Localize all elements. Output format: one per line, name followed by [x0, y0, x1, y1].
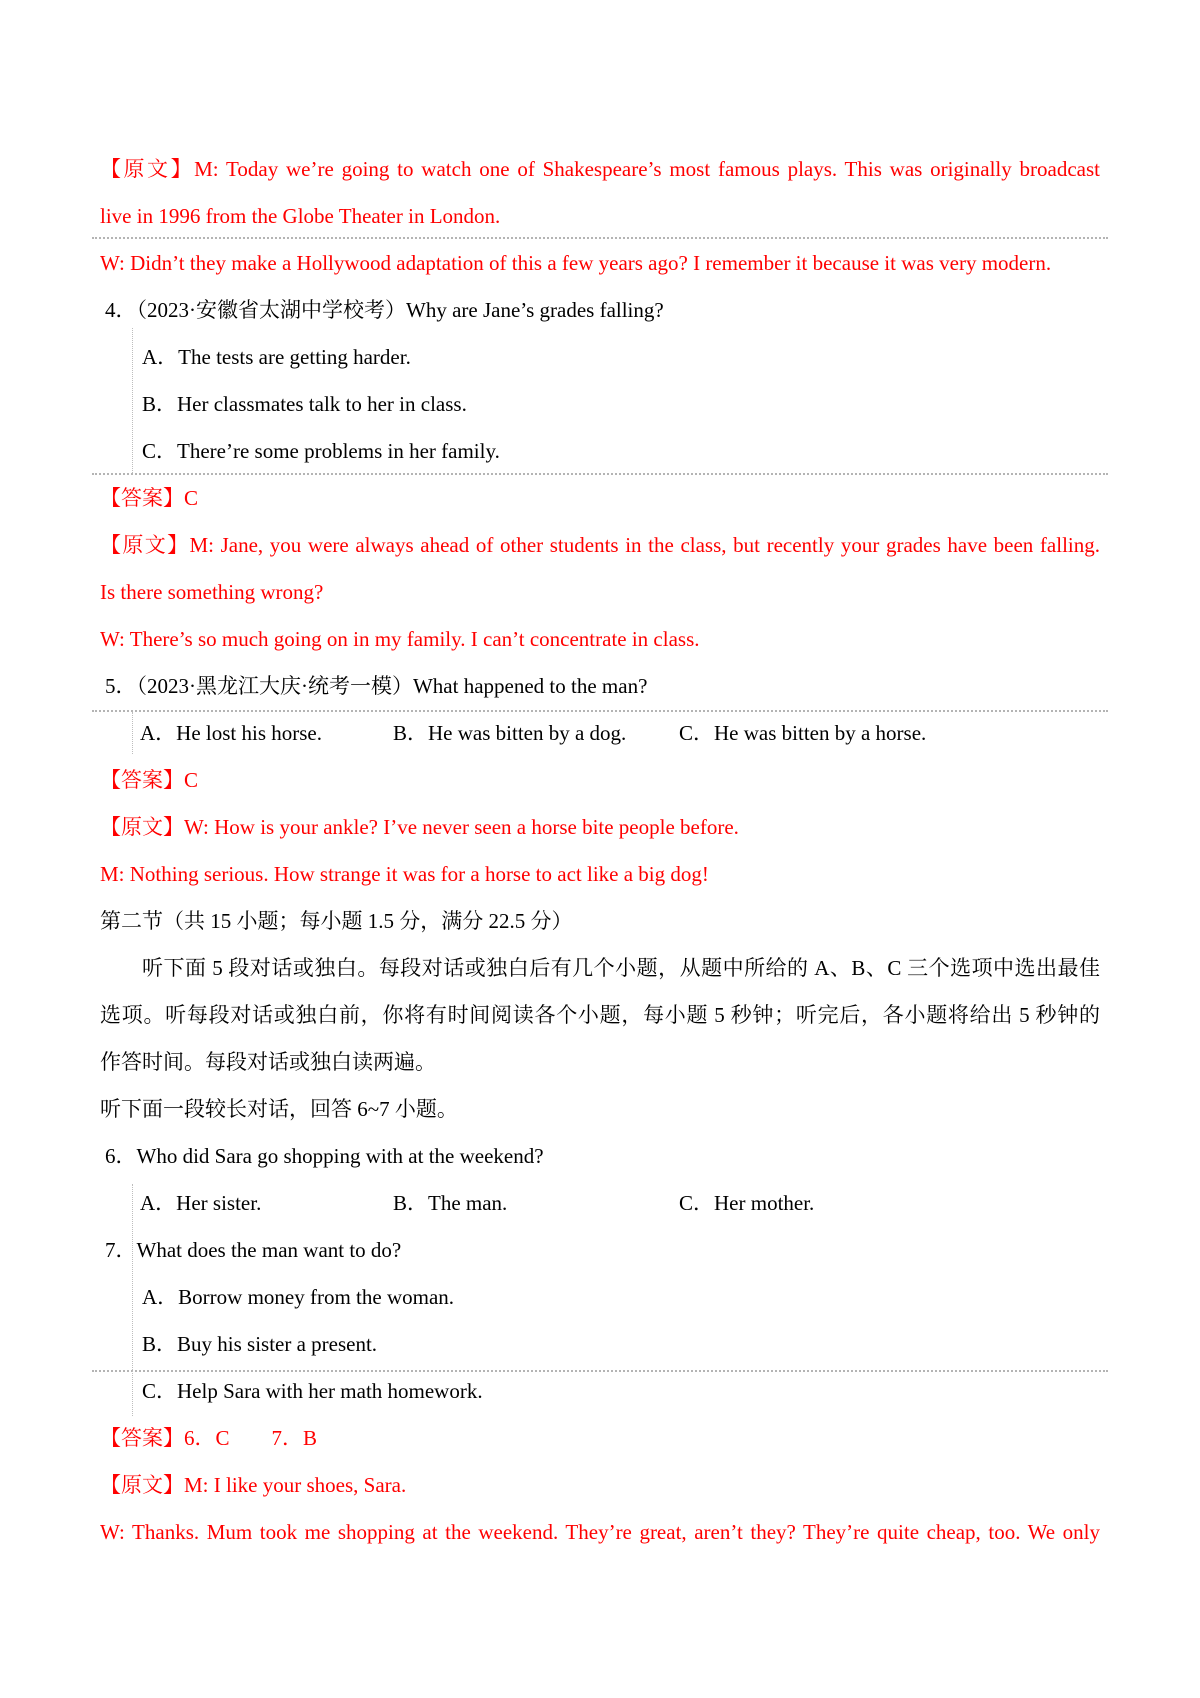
- transcript-q67-m: 【原文】M: I like your shoes, Sara.: [100, 1473, 407, 1497]
- question-5-option-a: A．He lost his horse.: [140, 721, 322, 745]
- dotted-divider-4: [92, 1370, 1108, 1372]
- dotted-vertical-mark-q5: [132, 712, 133, 754]
- dotted-vertical-mark-q6-q7: [132, 1184, 133, 1416]
- question-5: 5．（2023·黑龙江大庆·统考一模）What happened to the man?: [105, 674, 648, 698]
- question-4-option-c: C．There’re some problems in her family.: [142, 439, 500, 463]
- question-5-option-b: B．He was bitten by a dog.: [393, 721, 627, 745]
- transcript-q5-w: 【原文】W: How is your ankle? I’ve never seen a horse bite people before.: [100, 815, 739, 839]
- question-4: 4．（2023·安徽省太湖中学校考）Why are Jane’s grades falling?: [105, 298, 664, 322]
- transcript-line-shakespeare-w: W: Didn’t they make a Hollywood adaptation of this a few years ago? I remember it because it was very modern.: [100, 251, 1052, 275]
- question-6-options: [100, 1180, 1100, 1227]
- dotted-divider-2: [92, 473, 1108, 475]
- answer-5: 【答案】C: [100, 768, 199, 792]
- transcript-line-shakespeare-m-1: 【原文】M: Today we’re going to watch one of Shakespeare’s most famous plays. This was originally broadcast: [100, 157, 1100, 181]
- question-7-option-b: B．Buy his sister a present.: [142, 1332, 378, 1356]
- question-5-option-c: C．He was bitten by a horse.: [679, 721, 927, 745]
- transcript-line-shakespeare-m-2: live in 1996 from the Globe Theater in London.: [100, 204, 501, 228]
- dotted-vertical-mark-q4: [132, 328, 133, 473]
- question-4-option-a: A．The tests are getting harder.: [142, 345, 411, 369]
- answer-6-7: 【答案】6．C 7．B: [100, 1426, 318, 1450]
- section-2-instruction-2: 选项。听每段对话或独白前，你将有时间阅读各个小题，每小题 5 秒钟；听完后，各小题将给出 5 秒钟的: [100, 1003, 1100, 1027]
- section-2-instruction-1: 听下面 5 段对话或独白。每段对话或独白后有几个小题，从题中所给的 A、B、C 三个选项中选出最佳: [142, 956, 1100, 980]
- question-7: 7．What does the man want to do?: [105, 1238, 402, 1262]
- question-6-option-a: A．Her sister.: [140, 1191, 262, 1215]
- transcript-q5-m: M: Nothing serious. How strange it was for a horse to act like a big dog!: [100, 862, 709, 886]
- question-5-options: [100, 710, 1100, 757]
- dialogue-6-7-intro: 听下面一段较长对话，回答 6~7 小题。: [100, 1097, 458, 1121]
- question-6-option-b: B．The man.: [393, 1191, 508, 1215]
- dotted-divider-3: [92, 710, 1108, 712]
- transcript-q4-w: W: There’s so much going on in my family. I can’t concentrate in class.: [100, 627, 700, 651]
- transcript-q4-m-2: Is there something wrong?: [100, 580, 324, 604]
- question-7-option-c: C．Help Sara with her math homework.: [142, 1379, 483, 1403]
- section-2-instruction-3: 作答时间。每段对话或独白读两遍。: [100, 1050, 436, 1074]
- answer-4: 【答案】C: [100, 486, 199, 510]
- question-6: 6．Who did Sara go shopping with at the weekend?: [105, 1144, 544, 1168]
- transcript-q4-m-1: 【原文】M: Jane, you were always ahead of other students in the class, but recently your grades have been falling.: [100, 533, 1100, 557]
- question-4-option-b: B．Her classmates talk to her in class.: [142, 392, 467, 416]
- question-6-option-c: C．Her mother.: [679, 1191, 815, 1215]
- question-7-option-a: A．Borrow money from the woman.: [142, 1285, 455, 1309]
- transcript-q67-w: W: Thanks. Mum took me shopping at the weekend. They’re great, aren’t they? They’re quite cheap, too. We only: [100, 1520, 1100, 1544]
- dotted-divider-1: [92, 237, 1108, 239]
- document-content: [100, 146, 1100, 1556]
- section-2-heading: 第二节（共 15 小题；每小题 1.5 分，满分 22.5 分）: [100, 909, 573, 933]
